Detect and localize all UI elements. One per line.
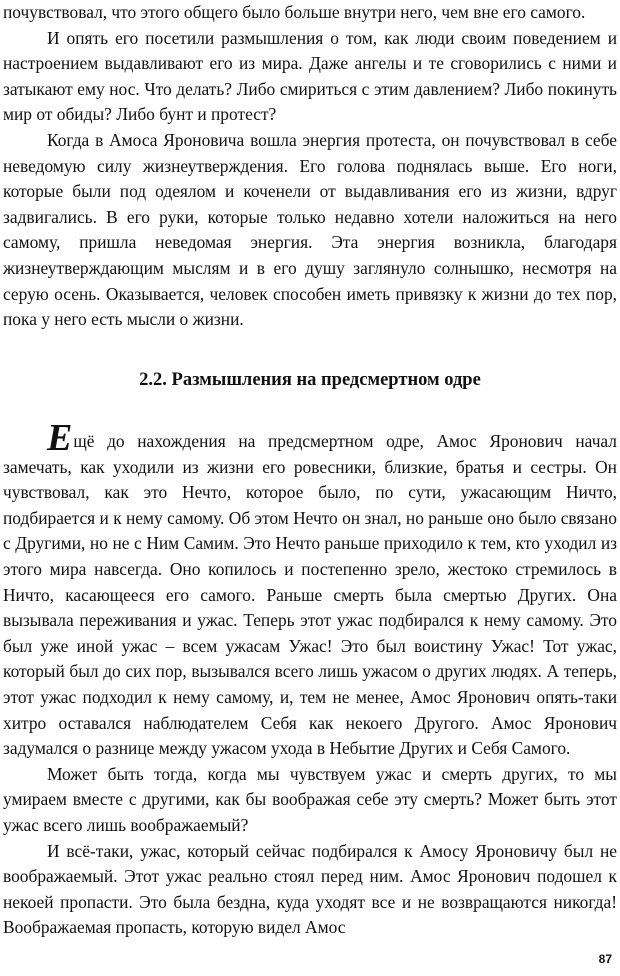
page-number: 87 [598, 952, 612, 966]
section-first-paragraph-text: щё до нахождения на предсмертном одре, Амос Яронович начал замечать, как уходили из жизни его ровесники, близкие, братья и сестры. Он чувствовал, как это Нечто, которое было, по сути, ужасающим Ничто, подбирается и к нему самому. Об этом Нечто он знал, но раньше оно было связано с Другими, но не с Ним Самим. Это Нечто раньше приходило к тем, кто уходил из этого мира навсегда. Оно копилось и постепенно зрело, жестоко стремилось в Ничто, касающееся его самого. Раньше смерть была смертью Других. Она вызывала переживания и ужас. Теперь этот ужас подбирался к нему самому. Это был уже иной ужас – всем ужасам Ужас! Это был воистину Ужас! Тот ужас, который был до сих пор, вызывался всего лишь ужасом о других людях. А теперь, этот ужас подходил к нему самому, и, тем не менее, Амос Яронович опять-таки хитро оставался наблюдателем Себя как некоего Другого. Амос Яронович задумался о разнице между ужасом ухода в Небытие Других и Себя Самого. [3, 431, 617, 759]
paragraph-reflection: И опять его посетили размышления о том, как люди своим поведением и настроением выдавливают его из мира. Даже ангелы и те сговорились с ними и затыкают ему нос. Что делать? Либо смириться с этим давлением? Либо покинуть мир от обиды? Либо бунт и протест? [3, 27, 617, 125]
section-heading: 2.2. Размышления на предсмертном одре [139, 370, 481, 390]
section-text-block [3, 417, 617, 941]
paragraph-continuation: почувствовал, что этого общего было больше внутри него, чем вне его самого. [3, 2, 586, 22]
paragraph-imagined-horror: Может быть тогда, когда мы чувствуем ужас и смерть других, то мы умираем вместе с другими, как бы воображая себе эту смерть? Может быть этот ужас всего лишь воображаемый? [3, 763, 617, 835]
paragraph-abyss: И всё-таки, ужас, который сейчас подбирался к Амосу Яроновичу был не воображаемый. Этот ужас реально стоял перед ним. Амос Яронович подошел к некоей пропасти. Это была бездна, куда уходят все и не возвращаются никогда! Воображаемая пропасть, которую видел Амос [3, 840, 617, 938]
section-first-paragraph [3, 417, 617, 762]
top-text-block [3, 0, 617, 333]
paragraph-protest: Когда в Амоса Яроновича вошла энергия протеста, он почувствовал в себе неведомую силу жизнеутверждения. Его голова поднялась выше. Его ноги, которые были под одеялом и коченели от выдавливания его из жизни, вдруг задвигались. В его руки, которые только недавно хотели наложиться на него самому, пришла неведомая энергия. Эта энергия возникла, благодаря жизнеутверждающим мыслям и в его душу заглянуло солнышко, несмотря на серую осень. Оказывается, человек способен иметь привязку к жизни до тех пор, пока у него есть мысли о жизни. [3, 129, 617, 330]
drop-cap-letter: Е [47, 417, 73, 459]
